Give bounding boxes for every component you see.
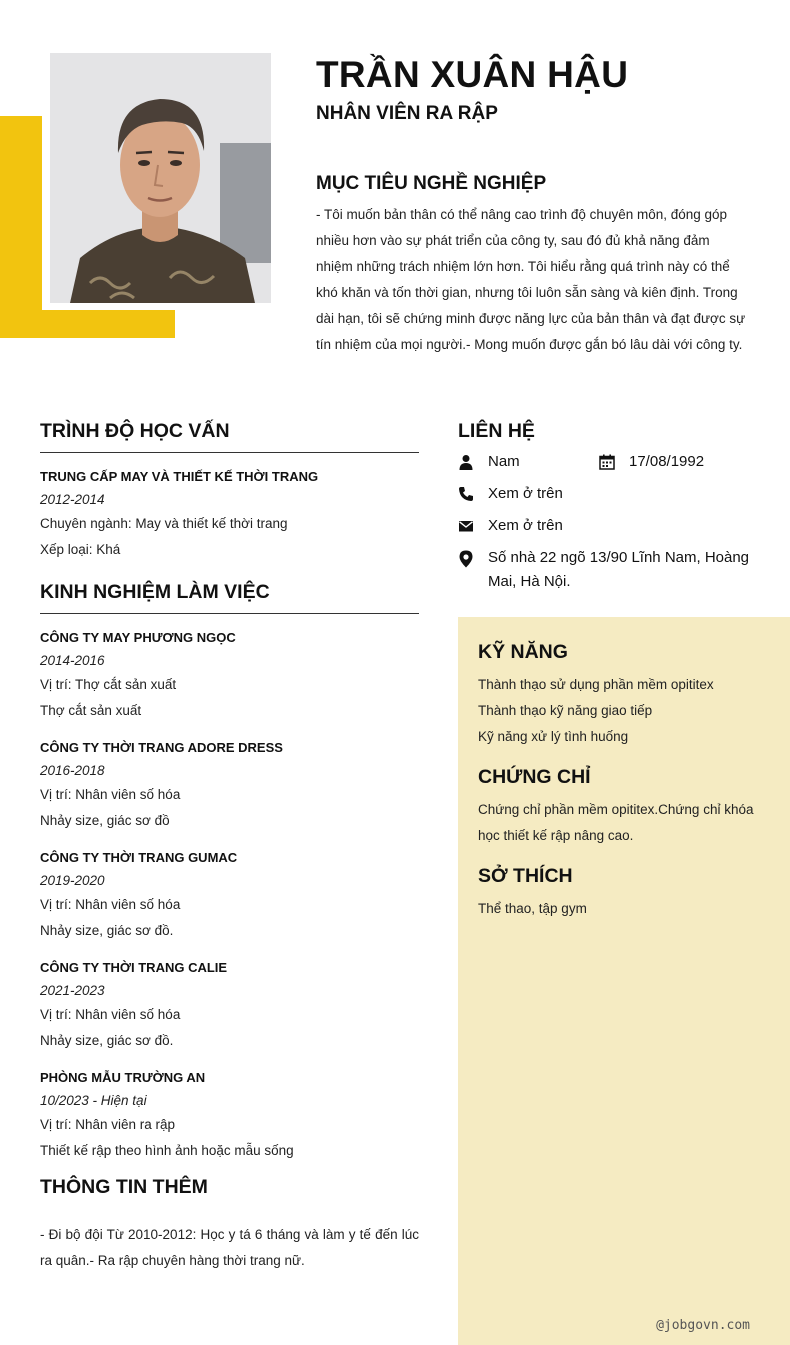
experience-period: 2021-2023 xyxy=(40,983,105,998)
accent-bar-vertical xyxy=(0,116,42,338)
job-title: NHÂN VIÊN RA RẬP xyxy=(316,103,498,124)
experience-period: 2016-2018 xyxy=(40,763,105,778)
skill-item: Kỹ năng xử lý tình huống xyxy=(478,729,629,744)
objective-title: MỤC TIÊU NGHỀ NGHIỆP xyxy=(316,173,547,194)
skill-item: Thành thạo kỹ năng giao tiếp xyxy=(478,703,653,718)
contact-email xyxy=(458,514,563,538)
experience-item xyxy=(40,956,419,1054)
skills-section xyxy=(478,641,770,750)
experience-company: CÔNG TY MAY PHƯƠNG NGỌC xyxy=(40,630,236,645)
contact-title: LIÊN HỆ xyxy=(458,420,535,442)
accent-bar-horizontal xyxy=(0,310,175,338)
email-value: Xem ở trên xyxy=(488,517,563,534)
experience-description: Thợ cắt sản xuất xyxy=(40,703,142,718)
contact-phone xyxy=(458,482,563,506)
sidebar-panel xyxy=(458,617,790,1345)
contact-address xyxy=(458,546,758,594)
experience-description: Nhảy size, giác sơ đồ. xyxy=(40,1033,174,1048)
certificates-section xyxy=(478,766,770,849)
watermark: @jobgovn.com xyxy=(656,1318,750,1333)
education-title: TRÌNH ĐỘ HỌC VẤN xyxy=(40,420,419,453)
education-school: TRUNG CẤP MAY VÀ THIẾT KẾ THỜI TRANG xyxy=(40,469,319,484)
experience-company: CÔNG TY THỜI TRANG ADORE DRESS xyxy=(40,740,283,755)
experience-period: 2014-2016 xyxy=(40,653,105,668)
experience-description: Nhảy size, giác sơ đồ xyxy=(40,813,170,828)
experience-period: 10/2023 - Hiện tại xyxy=(40,1093,147,1108)
certificates-text: Chứng chỉ phần mềm opititex.Chứng chỉ khóa học thiết kế rập nâng cao. xyxy=(478,802,754,843)
skills-title: KỸ NĂNG xyxy=(478,641,568,663)
hobbies-section xyxy=(478,865,770,922)
hobbies-title: SỞ THÍCH xyxy=(478,865,573,887)
certificates-title: CHỨNG CHỈ xyxy=(478,766,591,788)
education-period: 2012-2014 xyxy=(40,492,105,507)
contact-birthday xyxy=(599,450,704,474)
objective-text: - Tôi muốn bản thân có thể nâng cao trình độ chuyên môn, đóng góp nhiều hơn vào sự phát triển của công ty, sau đó đủ khả năng đảm nhiệm những trách nhiệm lớn hơn. Tôi hiểu rằng quá trình này có thể khó khăn và tốn thời gian, nhưng tôi luôn sẵn sàng và kiên định. Trong dài hạn, tôi sẽ chứng minh được năng lực của bản thân và đạt được sự tín nhiệm của mọi người.- Mong muốn được gắn bó lâu dài với công ty. xyxy=(316,207,746,352)
experience-company: CÔNG TY THỜI TRANG CALIE xyxy=(40,960,228,975)
experience-item xyxy=(40,846,419,944)
experience-description: Thiết kế rập theo hình ảnh hoặc mẫu sống xyxy=(40,1143,294,1158)
experience-position: Vị trí: Nhân viên ra rập xyxy=(40,1117,176,1132)
birthday-value: 17/08/1992 xyxy=(629,453,705,470)
experience-title: KINH NGHIỆM LÀM VIỆC xyxy=(40,581,419,614)
phone-icon xyxy=(458,486,474,502)
extra-info-title: THÔNG TIN THÊM xyxy=(40,1176,208,1198)
hobbies-text: Thể thao, tập gym xyxy=(478,901,587,916)
experience-item xyxy=(40,736,419,834)
person-icon xyxy=(458,454,474,470)
education-grade: Xếp loại: Khá xyxy=(40,542,121,557)
contact-gender xyxy=(458,450,520,474)
experience-position: Vị trí: Thợ cắt sản xuất xyxy=(40,677,177,692)
skill-item: Thành thạo sử dụng phần mềm opititex xyxy=(478,677,714,692)
left-column xyxy=(40,420,419,1274)
experience-item xyxy=(40,626,419,724)
experience-period: 2019-2020 xyxy=(40,873,105,888)
calendar-icon xyxy=(599,454,615,470)
education-item xyxy=(40,465,419,563)
phone-value: Xem ở trên xyxy=(488,485,563,502)
address-value: Số nhà 22 ngõ 13/90 Lĩnh Nam, Hoàng Mai, Hà Nội. xyxy=(488,549,750,590)
candidate-name: TRẦN XUÂN HẬU xyxy=(316,54,629,95)
experience-position: Vị trí: Nhân viên số hóa xyxy=(40,897,181,912)
experience-position: Vị trí: Nhân viên số hóa xyxy=(40,1007,181,1022)
education-major: Chuyên ngành: May và thiết kế thời trang xyxy=(40,516,288,531)
profile-photo xyxy=(50,53,271,303)
location-pin-icon xyxy=(458,550,474,566)
experience-item xyxy=(40,1066,419,1164)
experience-description: Nhảy size, giác sơ đồ. xyxy=(40,923,174,938)
experience-company: CÔNG TY THỜI TRANG GUMAC xyxy=(40,850,238,865)
experience-position: Vị trí: Nhân viên số hóa xyxy=(40,787,181,802)
mail-icon xyxy=(458,518,474,534)
gender-value: Nam xyxy=(488,453,520,470)
experience-company: PHÒNG MẪU TRƯỜNG AN xyxy=(40,1070,206,1085)
extra-info-text: - Đi bộ đội Từ 2010-2012: Học y tá 6 tháng và làm y tế đến lúc ra quân.- Ra rập chuyên hàng thời trang nữ. xyxy=(40,1227,419,1268)
